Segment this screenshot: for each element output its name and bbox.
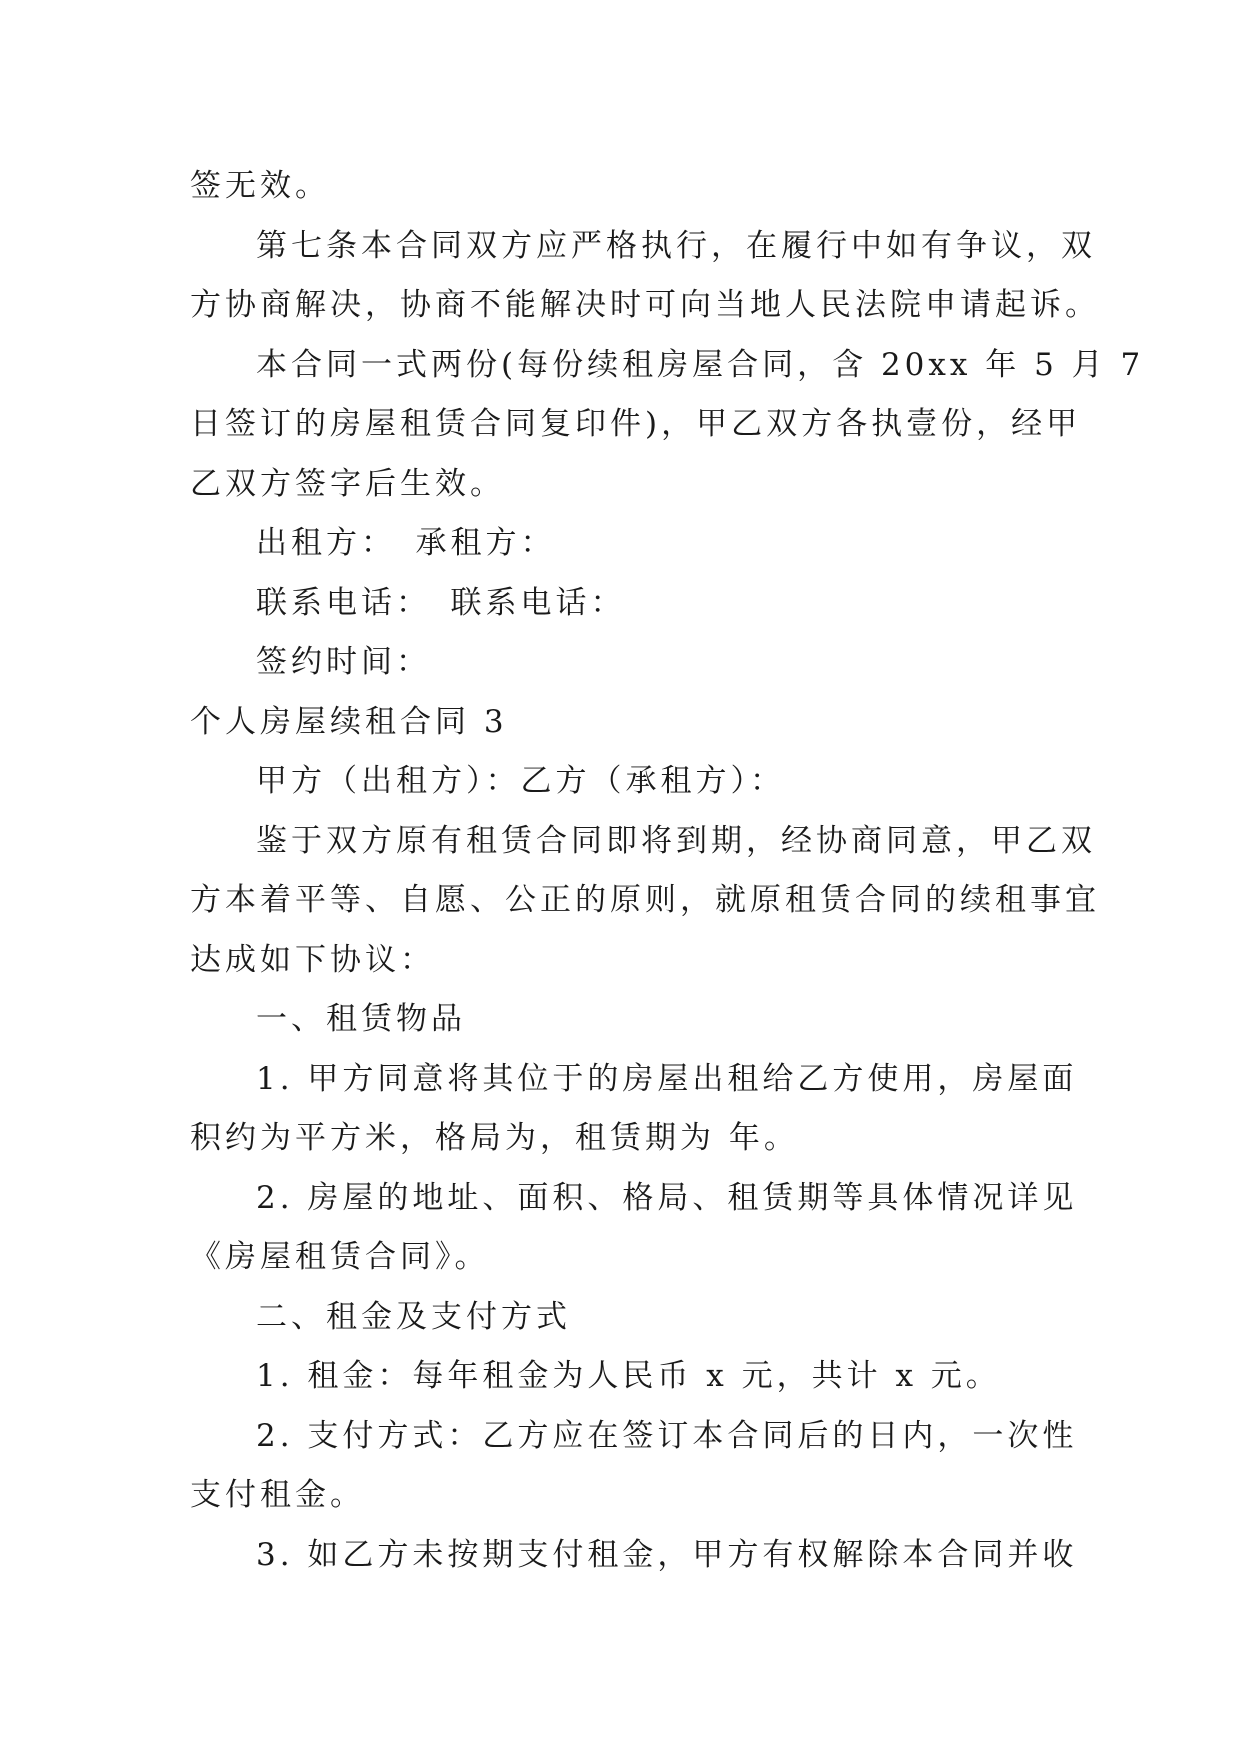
signature-date-line: 签约时间： xyxy=(256,644,431,680)
paragraph-line: 第七条本合同双方应严格执行，在履行中如有争议，双 xyxy=(256,227,1096,264)
paragraph-line: 1. 租金：每年租金为人民币 x 元，共计 x 元。 xyxy=(256,1358,1001,1394)
clause-heading: 二、租金及支付方式 xyxy=(256,1298,571,1335)
paragraph-line: 本合同一式两份(每份续租房屋合同，含 20xx 年 5 月 7 xyxy=(256,346,1145,383)
paragraph-line: 3. 如乙方未按期支付租金，甲方有权解除本合同并收 xyxy=(256,1536,1078,1573)
parties-line: 甲方（出租方）：乙方（承租方）： xyxy=(256,763,785,799)
paragraph-line: 《房屋租赁合同》。 xyxy=(190,1239,490,1275)
paragraph-line: 鉴于双方原有租赁合同即将到期，经协商同意，甲乙双 xyxy=(256,822,1096,859)
paragraph-line: 1. 甲方同意将其位于的房屋出租给乙方使用，房屋面 xyxy=(256,1060,1078,1097)
paragraph-line: 方本着平等、自愿、公正的原则，就原租赁合同的续租事宜 xyxy=(190,882,1100,918)
paragraph-line: 2. 房屋的地址、面积、格局、租赁期等具体情况详见 xyxy=(256,1179,1078,1216)
clause-heading: 一、租赁物品 xyxy=(256,1001,466,1037)
paragraph-line: 2. 支付方式：乙方应在签订本合同后的日内，一次性 xyxy=(256,1417,1078,1454)
paragraph-line: 方协商解决，协商不能解决时可向当地人民法院申请起诉。 xyxy=(190,287,1100,323)
paragraph-line: 支付租金。 xyxy=(190,1477,365,1513)
paragraph-line: 达成如下协议： xyxy=(190,941,435,978)
paragraph-line: 乙双方签字后生效。 xyxy=(190,465,505,502)
document-body xyxy=(190,157,1145,1585)
signature-phone-line: 联系电话： 联系电话： xyxy=(256,584,626,621)
paragraph-line: 积约为平方米，格局为，租赁期为 年。 xyxy=(190,1120,799,1156)
paragraph-line: 日签订的房屋租赁合同复印件)，甲乙双方各执壹份，经甲 xyxy=(190,406,1082,442)
paragraph-line: 签无效。 xyxy=(190,168,330,204)
section-heading: 个人房屋续租合同 3 xyxy=(190,703,508,740)
signature-party-line: 出租方： 承租方： xyxy=(256,525,556,561)
